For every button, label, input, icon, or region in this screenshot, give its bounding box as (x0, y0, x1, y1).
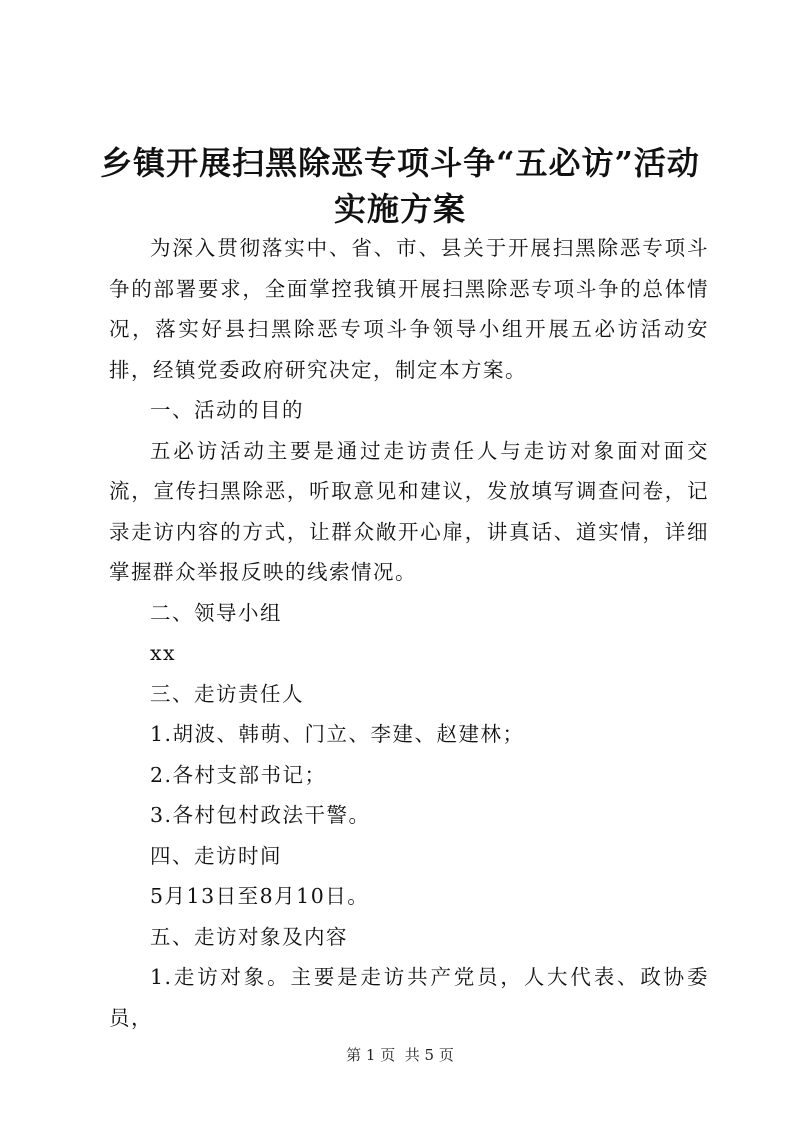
targets-item-1: 1.走访对象。主要是走访共产党员，人大代表、政协委员， (109, 965, 709, 1030)
section-heading-time: 四、走访时间 (150, 843, 282, 868)
section-heading-purpose: 一、活动的目的 (150, 398, 304, 422)
page-number-footer: 第 1 页 共 5 页 (346, 1046, 454, 1064)
purpose-paragraph: 五必访活动主要是通过走访责任人与走访对象面对面交流，宣传扫黑除恶，听取意见和建议，发放填写调查问卷，记录走访内容的方式，让群众敞开心扉，讲真话、道实情，详细掌握群众举报反映的线索情况。 (109, 438, 709, 584)
intro-paragraph: 为深入贯彻落实中、省、市、县关于开展扫黑除恶专项斗争的部署要求，全面掌控我镇开展扫黑除恶专项斗争的总体情况，落实好县扫黑除恶专项斗争领导小组开展五必访活动安排，经镇党委政府研究决定，制定本方案。 (109, 236, 709, 382)
responsible-item-3: 3.各村包村政法干警。 (150, 803, 371, 827)
time-paragraph: 5月13日至8月10日。 (150, 884, 370, 908)
document-body (109, 228, 709, 1038)
responsible-item-2: 2.各村支部书记； (150, 762, 327, 787)
section-heading-targets: 五、走访对象及内容 (150, 924, 348, 949)
section-heading-leadership: 二、领导小组 (150, 600, 282, 625)
leadership-paragraph: xx (150, 641, 177, 665)
section-heading-responsible: 三、走访责任人 (150, 681, 304, 706)
responsible-item-1: 1.胡波、韩萌、门立、李建、赵建林； (150, 722, 525, 746)
document-title: 乡镇开展扫黑除恶专项斗争“五必访”活动实施方案 (100, 144, 700, 228)
